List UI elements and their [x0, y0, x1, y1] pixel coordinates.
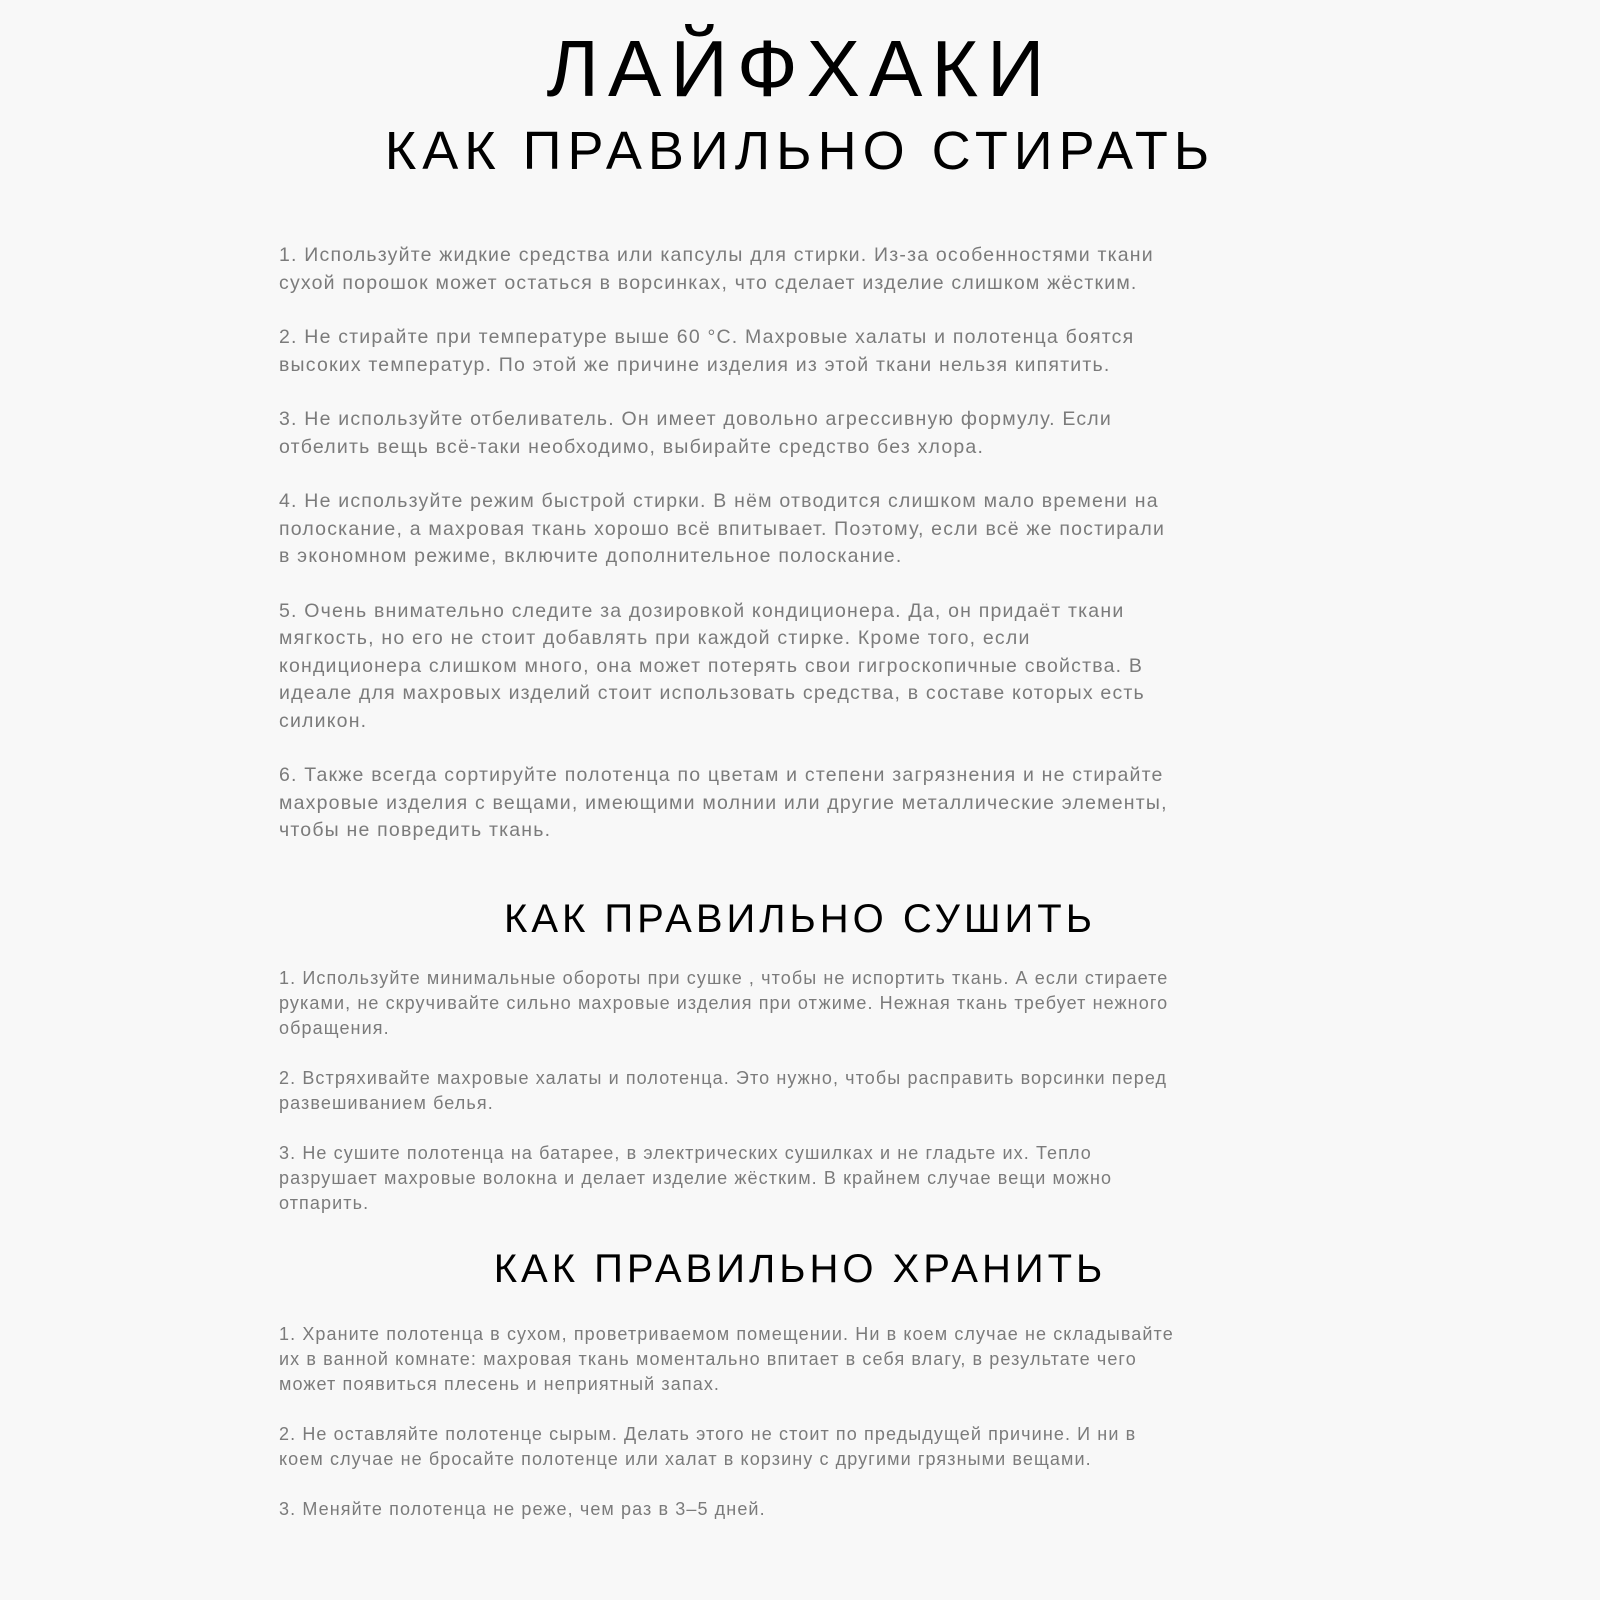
section-heading-store: КАК ПРАВИЛЬНО ХРАНИТЬ: [493, 1247, 1107, 1291]
list-item: 2. Не оставляйте полотенце сырым. Делать этого не стоит по предыдущей причине. И ни в коем случае не бросайте полотенце или халат в корзину с другими грязными вещами.: [279, 1424, 1137, 1469]
list-item: 1. Используйте минимальные обороты при сушке , чтобы не испортить ткань. А если стираете руками, не скручивайте сильно махровые изделия при отжиме. Нежная ткань требует нежного обращения.: [279, 968, 1169, 1038]
list-item: 2. Встряхивайте махровые халаты и полотенца. Это нужно, чтобы расправить ворсинки перед развешиванием белья.: [279, 1068, 1168, 1113]
section-heading-dry: КАК ПРАВИЛЬНО СУШИТЬ: [504, 897, 1096, 941]
dry-tips-list: [279, 966, 1349, 1241]
list-item: 1. Храните полотенца в сухом, проветриваемом помещении. Ни в коем случае не складывайте их в ванной комнате: махровая ткань моментально впитает в себя влагу, в результате чего может появиться плесень и неприятный запах.: [279, 1324, 1174, 1394]
list-item: 1. Используйте жидкие средства или капсулы для стирки. Из-за особенностями ткани сухой порошок может остаться в ворсинках, что сделает изделие слишком жёстким.: [279, 244, 1154, 294]
list-item: 3. Не используйте отбеливатель. Он имеет довольно агрессивную формулу. Если отбелить вещь всё-таки необходимо, выбирайте средство без хлора.: [279, 408, 1112, 458]
wash-tips-list: [279, 242, 1349, 872]
list-item: 3. Не сушите полотенца на батарее, в электрических сушилках и не гладьте их. Тепло разрушает махровые волокна и делает изделие жёстким. В крайнем случае вещи можно отпарить.: [279, 1143, 1113, 1213]
section-heading-wash: КАК ПРАВИЛЬНО СТИРАТЬ: [384, 121, 1216, 181]
list-item: 3. Меняйте полотенца не реже, чем раз в 3–5 дней.: [279, 1499, 766, 1519]
list-item: 6. Также всегда сортируйте полотенца по цветам и степени загрязнения и не стирайте махровые изделия с вещами, имеющими молнии или другие металлические элементы, чтобы не повредить ткань.: [279, 764, 1168, 841]
store-tips-list: [279, 1322, 1349, 1547]
list-item: 2. Не стирайте при температуре выше 60 °С. Махровые халаты и полотенца боятся высоких температур. По этой же причине изделия из этой ткани нельзя кипятить.: [279, 326, 1135, 376]
list-item: 4. Не используйте режим быстрой стирки. В нём отводится слишком мало времени на полоскание, а махровая ткань хорошо всё впитывает. Поэтому, если всё же постирали в экономном режиме, включите дополнительное полоскание.: [279, 490, 1166, 567]
page-title: ЛАЙФХАКИ: [546, 24, 1054, 113]
list-item: 5. Очень внимательно следите за дозировкой кондиционера. Да, он придаёт ткани мягкость, но его не стоит добавлять при каждой стирке. Кроме того, если кондиционера слишком много, она может потерять свои гигроскопичные свойства. В идеале для махровых изделий стоит использовать средства, в составе которых есть силикон.: [279, 599, 1145, 732]
